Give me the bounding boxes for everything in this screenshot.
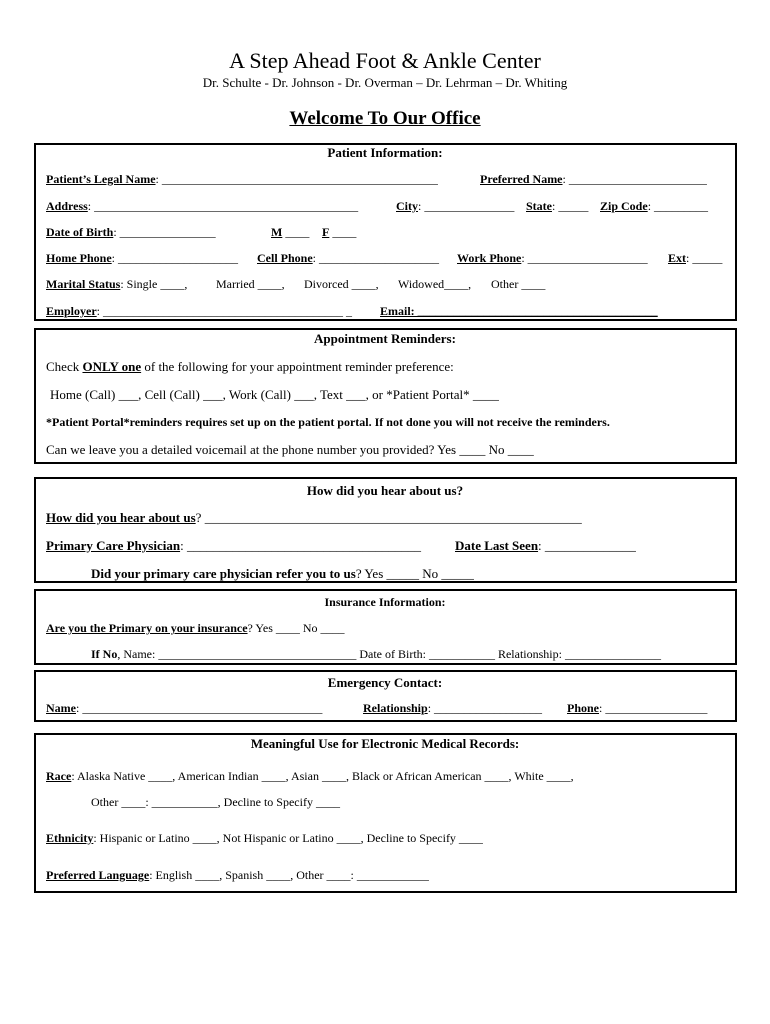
if-no-fields[interactable]: , Name: _________________________________ Date of Birth: ___________ Relationship: ________________ [117,647,661,661]
emergency-contact-heading: Emergency Contact: [327,675,443,690]
city-label: City [396,199,418,213]
cell-phone-label: Cell Phone [257,251,313,265]
insurance-if-no-row [91,647,661,662]
race-label: Race [46,769,72,783]
last-seen-row [455,538,636,554]
female-label: F [322,225,330,239]
zip-label: Zip Code [600,199,648,213]
last-seen-label: Date Last Seen [455,538,539,553]
address-field[interactable]: : ____________________________________________ [87,199,359,213]
employer-label: Employer [46,304,97,318]
emergency-relationship-label: Relationship [363,701,428,715]
zip-row [600,199,708,214]
portal-note: *Patient Portal*reminders requires set up on the patient portal. If not done you will not receive the reminders. [46,415,610,429]
patient-information-heading: Patient Information: [327,145,443,160]
race-row [46,769,574,784]
cell-phone-field[interactable]: : ____________________ [312,251,440,265]
sex-male-row [271,225,309,240]
email-field[interactable]: Email: ________________________________________ [380,304,658,318]
ethnicity-label: Ethnicity [46,831,94,845]
meaningful-use-heading: Meaningful Use for Electronic Medical Records: [250,736,520,751]
dob-field[interactable]: : ________________ [113,225,216,239]
insurance-primary-row [46,621,345,636]
female-field[interactable]: ____ [329,225,357,239]
insurance-heading: Insurance Information: [324,595,446,609]
address-label: Address [46,199,88,213]
marital-status-row [46,277,187,292]
home-phone-row [46,251,238,266]
insurance-primary-answers[interactable]: ? Yes ____ No ____ [247,621,345,635]
emergency-phone-label: Phone [567,701,600,715]
hear-about-field[interactable]: ? __________________________________________________________ [195,510,582,525]
race-options[interactable]: : Alaska Native ____, American Indian ____, Asian ____, Black or African American ____, White ____, [71,769,574,783]
home-phone-label: Home Phone [46,251,112,265]
reminder-options[interactable]: Home (Call) ___, Cell (Call) ___, Work (Call) ___, Text ___, or *Patient Portal* ____ [50,387,499,402]
pcp-label: Primary Care Physician [46,538,181,553]
marital-status-label: Marital Status [46,277,121,291]
welcome-title: Welcome To Our Office [289,108,481,129]
last-seen-field[interactable]: : ______________ [538,538,636,553]
ethnicity-options[interactable]: : Hispanic or Latino ____, Not Hispanic or Latino ____, Decline to Specify ____ [93,831,483,845]
ext-field[interactable]: : _____ [686,251,723,265]
marital-divorced-option[interactable]: Divorced ____, [304,277,379,291]
practice-name: A Step Ahead Foot & Ankle Center [229,48,541,73]
state-label: State [526,199,552,213]
state-field[interactable]: : _____ [552,199,589,213]
preferred-name-label: Preferred Name [480,172,563,186]
emergency-phone-row [567,701,707,716]
language-row [46,868,429,883]
pcp-refer-answers[interactable]: ? Yes _____ No _____ [355,566,474,581]
emergency-phone-field[interactable]: : _________________ [599,701,708,715]
ext-row [668,251,722,266]
ext-label: Ext [668,251,686,265]
check-suffix: of the following for your appointment reminder preference: [141,359,454,374]
only-one-emphasis: ONLY one [82,359,142,374]
work-phone-label: Work Phone [457,251,522,265]
emergency-relationship-field[interactable]: : __________________ [427,701,543,715]
pcp-refer-label: Did your primary care physician refer you to us [91,566,356,581]
check-prefix: Check [46,359,83,374]
doctor-list: Dr. Schulte - Dr. Johnson - Dr. Overman – Dr. Lehrman – Dr. Whiting [202,75,568,90]
marital-widowed-option[interactable]: Widowed____, [398,277,472,291]
work-phone-row [457,251,648,266]
state-row [526,199,588,214]
male-label: M [271,225,283,239]
language-label: Preferred Language [46,868,150,882]
pcp-field[interactable]: : ____________________________________ [180,538,421,553]
male-field[interactable]: ____ [282,225,310,239]
marital-other-option[interactable]: Other ____ [491,277,546,291]
preferred-name-row [480,172,707,187]
language-options[interactable]: : English ____, Spanish ____, Other ____: ____________ [149,868,429,882]
home-phone-field[interactable]: : ____________________ [111,251,239,265]
dob-row [46,225,216,240]
dob-label: Date of Birth [46,225,114,239]
employer-row [46,304,352,319]
emergency-name-row [46,701,322,716]
marital-single-option[interactable]: : Single ____, [120,277,188,291]
race-options-continued[interactable]: Other ____: ___________, Decline to Specify ____ [91,795,340,809]
pcp-row [46,538,421,554]
hear-about-label: How did you hear about us [46,510,196,525]
patient-legal-name-row [46,172,438,187]
preferred-name-field[interactable]: : _______________________ [562,172,707,186]
sex-female-row [322,225,356,240]
work-phone-field[interactable]: : ____________________ [521,251,648,265]
city-field[interactable]: : _______________ [418,199,515,213]
cell-phone-row [257,251,439,266]
emergency-name-field[interactable]: : ________________________________________ [76,701,323,715]
emergency-name-label: Name [46,701,76,715]
appointment-reminders-heading: Appointment Reminders: [314,331,456,346]
legal-name-label: Patient’s Legal Name [46,172,156,186]
insurance-primary-label: Are you the Primary on your insurance [46,621,248,635]
hear-about-row [46,510,582,526]
employer-field[interactable]: : ________________________________________ _ [96,304,353,318]
emergency-relationship-row [363,701,542,716]
marital-married-option[interactable]: Married ____, [216,277,285,291]
reminder-instructions [46,359,454,375]
if-no-label: If No [91,647,118,661]
ethnicity-row [46,831,483,846]
referral-heading: How did you hear about us? [306,483,464,498]
address-row [46,199,358,214]
voicemail-question[interactable]: Can we leave you a detailed voicemail at the phone number you provided? Yes ____ No ____ [46,442,534,457]
city-row [396,199,514,214]
pcp-refer-row [91,566,474,582]
zip-field[interactable]: : _________ [647,199,709,213]
legal-name-field[interactable]: : ______________________________________________ [155,172,438,186]
